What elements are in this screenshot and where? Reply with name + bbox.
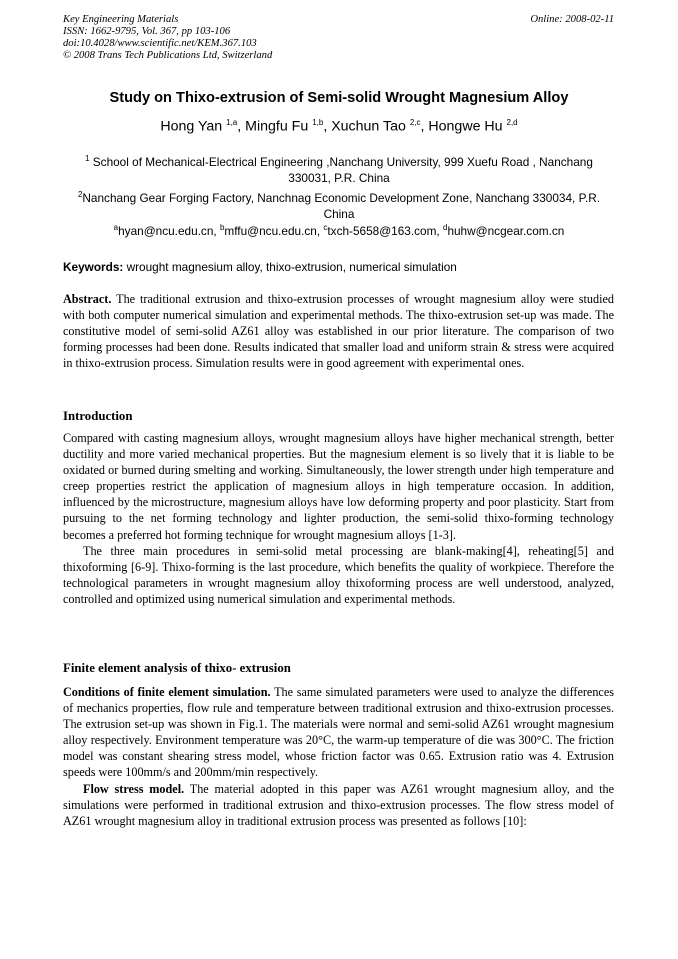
- author-name: Mingfu Fu: [245, 118, 309, 135]
- flow-text: The material adopted in this paper was AZ61 wrought magnesium alloy, and the simulations were performed in traditional extrusion and thixo-extrusion processes. The flow stress model of AZ61 wrought magnesium alloy in traditional extrusion process was presented as follows [10]:: [63, 781, 614, 828]
- section-heading-introduction: Introduction: [63, 409, 133, 423]
- online-date: Online: 2008-02-11: [530, 14, 614, 25]
- author-list: Hong Yan $^{1,a}$, Mingfu Fu $^{1,b}$, Xuchun Tao $^{2,c}$, Hongwe Hu $^{2,d}$: [160, 118, 518, 135]
- affiliation-2: [63, 187, 615, 222]
- flow-label: Flow stress model.: [83, 781, 185, 796]
- affiliation-sup: 1: [85, 154, 90, 163]
- intro-paragraph-1: Compared with casting magnesium alloys, wrought magnesium alloys have higher mechanical strength, better ductility and more varied mechanical properties. But the magnesium element is so lively that it is liable to be oxidated or burned during smelting and working. Simultaneously, the lower strength under high temperature and creep properties restrict the application of magnesium alloys in high temperature occasion. In addition, influenced by the microstructure, magnesium alloys have low deforming property and poor plasticity. Start from pursuing to the net forming technology and lighter production, the semi-solid thixo-forming technology becomes a preferred hot forming technique for wrought magnesium alloys [1-3].: [63, 431, 614, 542]
- journal-name: Key Engineering Materials: [63, 14, 179, 25]
- keywords-label: Keywords:: [63, 260, 124, 274]
- email-list: [0, 223, 678, 238]
- fea-body: [63, 684, 614, 829]
- keywords: [63, 260, 457, 274]
- email-address[interactable]: txch-5658@163.com,: [327, 223, 443, 238]
- doi-line: doi:10.4028/www.scientific.net/KEM.367.103: [63, 38, 257, 49]
- email-sup: a: [113, 223, 119, 232]
- author-name: Hongwe Hu: [428, 118, 503, 135]
- affiliation-sup: 2: [77, 190, 83, 199]
- issn-line: ISSN: 1662-9795, Vol. 367, pp 103-106: [63, 26, 231, 37]
- author-sup: 2,c: [409, 118, 421, 127]
- author-name: Xuchun Tao: [331, 118, 406, 135]
- section-heading-fea: Finite element analysis of thixo- extrusion: [63, 661, 291, 675]
- fea-paragraph-conditions: [63, 684, 614, 781]
- email-address[interactable]: mffu@ncu.edu.cn,: [224, 223, 324, 238]
- email-address[interactable]: huhw@ncgear.com.cn: [447, 223, 565, 238]
- abstract: [63, 291, 614, 371]
- author-sup: 2,d: [506, 118, 518, 127]
- journal-header: [63, 14, 272, 62]
- author-sup: 1,b: [312, 118, 324, 127]
- email-sup: c: [323, 223, 328, 232]
- introduction-body: [63, 430, 614, 607]
- conditions-label: Conditions of finite element simulation.: [63, 685, 271, 699]
- email-sup: b: [219, 223, 225, 232]
- intro-paragraph-2: The three main procedures in semi-solid metal processing are blank-making[4], reheating[5] and thixoforming [6-9]. Thixo-forming is the last procedure, which benefits the quality of workpiece. Therefore the technological parameters in wrought magnesium alloy thixoforming process are well understood, analyzed, controlled and optimized using numerical simulation and experimental methods.: [63, 543, 614, 606]
- abstract-text: The traditional extrusion and thixo-extrusion processes of wrought magnesium alloy were studied with both computer numerical simulation and experimental methods. The thixo-extrusion set-up was made. The constitutive model of semi-solid AZ61 alloy was established in our prior literature. The comparison of two forming processes had been done. Results indicated that smaller load and uniform strain & stress were acquired in thixo-extrusion process. Simulation results were in good agreement with experimental ones.: [63, 292, 614, 371]
- affiliation-text: Nanchang Gear Forging Factory, Nanchnag Economic Development Zone, Nanchang 330034, P.R. China: [82, 190, 601, 221]
- conditions-text: The same simulated parameters were used to analyze the differences of mechanics properties, flow rule and temperature between traditional extrusion and thixo-extrusion processes. The extrusion set-up was shown in Fig.1. The materials were normal and semi-solid AZ61 wrought magnesium alloy respectively. Environment temperature was 20°C, the warm-up temperature of die was 300°C. The friction model was constant shearing stress model, whose friction factor was 0.65. Extrusion ratio was 4. Extrusion speeds were 100mm/s and 200mm/min respectively.: [63, 685, 614, 780]
- keywords-text: wrought magnesium alloy, thixo-extrusion, numerical simulation: [123, 260, 457, 274]
- copyright-line: © 2008 Trans Tech Publications Ltd, Switzerland: [63, 50, 273, 61]
- author-sup: 1,a: [226, 118, 238, 127]
- paper-title: Study on Thixo-extrusion of Semi-solid Wrought Magnesium Alloy: [109, 90, 569, 106]
- author-name: Hong Yan: [160, 118, 223, 135]
- abstract-label: Abstract.: [63, 292, 112, 306]
- affiliation-text: School of Mechanical-Electrical Engineering ,Nanchang University, 999 Xuefu Road , Nanchang 330031, P.R. China: [92, 154, 593, 185]
- fea-paragraph-flow: [63, 781, 614, 829]
- email-address[interactable]: hyan@ncu.edu.cn,: [118, 223, 220, 238]
- email-sup: d: [442, 223, 448, 232]
- affiliation-1: [63, 151, 615, 186]
